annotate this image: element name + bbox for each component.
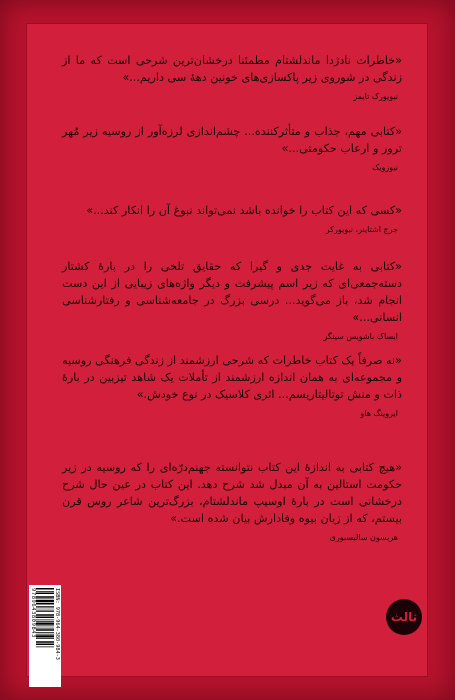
barcode-bar [36,623,54,625]
review-blurb [62,352,402,419]
barcode-bar [36,617,54,619]
review-blurb [62,202,402,235]
barcode-bar [36,621,54,622]
barcode-bar [36,620,54,621]
publisher-logo [386,599,422,635]
barcode-bar [36,603,54,605]
barcode-bar [36,641,54,643]
review-source: نیوزویک [372,163,398,172]
review-source: ایروینگ هاو [360,409,398,418]
review-quote: «هیچ کتابی به اندازهٔ این کتاب نتوانسته جهنم‌درّه‌ای را که روسیه در زیر حکومت استالین به آن مبدل شد شرح دهد. این کتاب در عین حال شرح درخشانی است در بارهٔ اوسیپ ماندلشتام، بزرگ‌ترین شاعر روس قرن بیستم، که از زبان بیوه وفادارش بیان شده است.» [62,461,402,525]
review-source: هریسون سالیسبوری [329,533,398,542]
barcode-bar [36,626,54,627]
barcode-digits: 9789643809843 [30,588,36,638]
review-source: جرج اشتاینر، نیویورکر [325,225,398,234]
barcode-bar [36,614,54,616]
barcode-bar [36,628,54,629]
barcode-bar [36,591,54,592]
barcode-bar [36,610,54,611]
review-quote: «کسی که این کتاب را خوانده باشد نمی‌تواند نبوغ آن را انکار کند...» [86,204,402,217]
barcode-bar [36,638,54,639]
barcode-bar [36,632,54,633]
review-blurb [62,258,402,342]
barcode-bar [36,596,54,598]
review-source: نیویورک تایمز [353,92,398,101]
review-quote: «خاطرات نادژدا ماندلشتام مطمئنا درخشان‌ترین شرحی است که ما از زندگی در شوروی زیر پاکسازی‌های خونین دههٔ سی داریم...» [62,54,402,84]
publisher-logo-text: ثالث [390,610,418,624]
barcode-bar [36,600,54,602]
barcode-bar [36,611,54,612]
barcode-bar [36,629,54,631]
barcode-bar [36,599,54,600]
review-blurb [62,459,402,543]
isbn-barcode [29,585,61,687]
barcode-bar [36,644,54,646]
review-quote: «کتابی به غایت جدی و گیرا که حقایق تلخی را در بارهٔ کشتار دسته‌جمعی‌ای که زیر اسم پیشرفت و دیگر واژه‌های زیبایی از این دست انجام شد، باز می‌گوید... درسی بزرگ در جامعه‌شناسی و رفتارشناسی انسانی...» [62,260,402,324]
review-blurb [62,123,402,173]
review-quote: «نه صرفاً یک کتاب خاطرات که شرحی ارزشمند از زندگی فرهنگی روسیه و مجموعه‌ای به همان اندازه ارزشمند از تأملات یک شاهد تیزبین در بارهٔ ذات و منش توتالیتاریسم... اثری کلاسیک در نوع خودش.» [62,354,402,401]
review-quote: «کتابی مهم، جذاب و متأثرکننده... چشم‌اندازی لرزه‌آور از روسیه زیر مُهر ترور و ارعاب حکومتی...» [62,125,402,155]
isbn-label: ISBN: 978-964-380-984-3 [54,588,60,660]
barcode-bar [36,606,54,607]
barcode-bar [36,634,54,635]
barcode-bars [36,588,54,684]
review-blurb [62,52,402,102]
review-source: ایساک باشویس سینگر [323,332,398,341]
barcode-bar [36,593,54,595]
barcode-bar [36,588,54,590]
barcode-bar [36,608,54,609]
barcode-bar [36,635,54,637]
cover-panel [27,24,427,676]
barcode-rotated-group [29,585,61,687]
barcode-bar [36,647,54,648]
